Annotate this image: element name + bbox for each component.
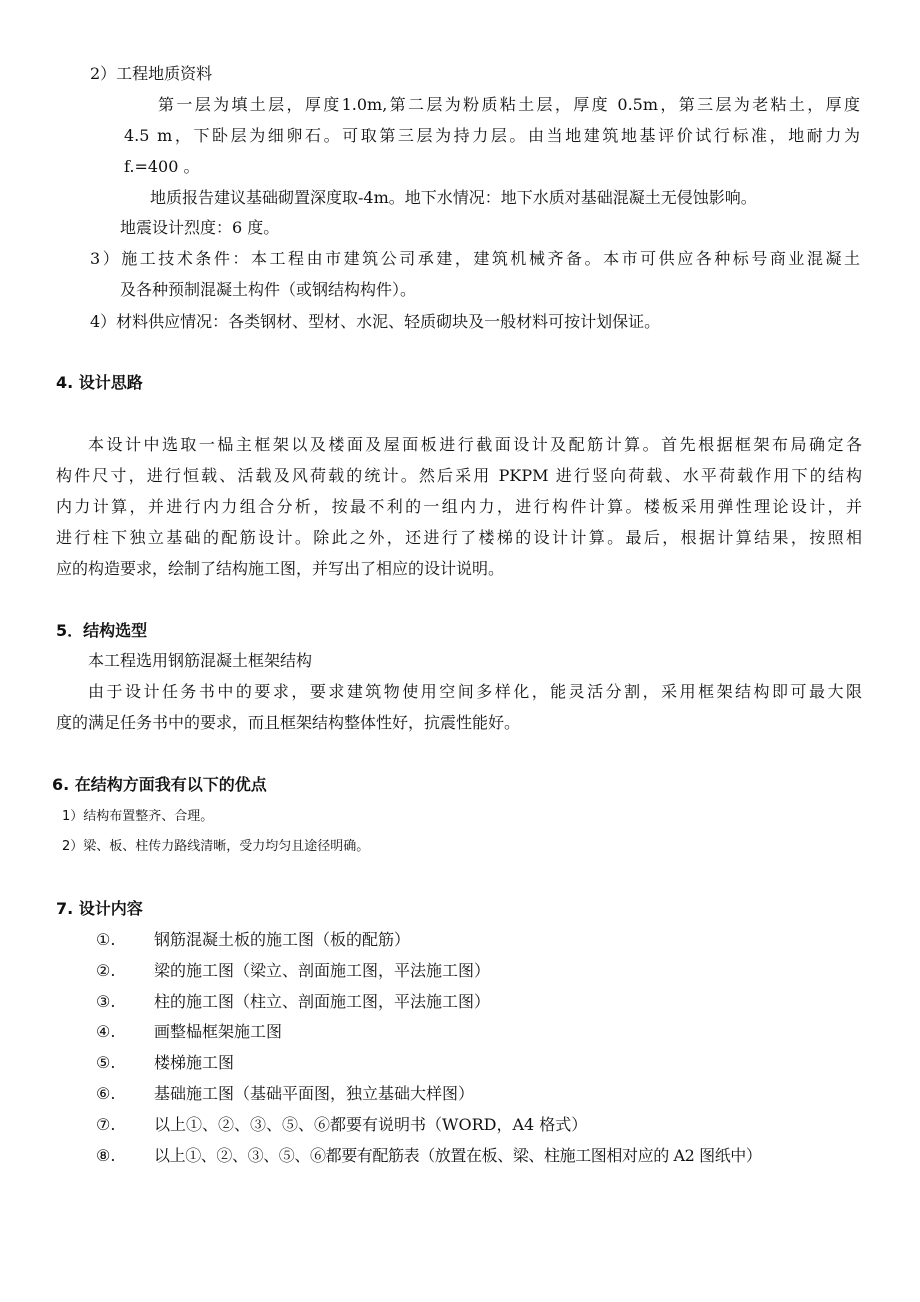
list-item-number: ⑦. [96, 1115, 116, 1134]
list-item-number: ③. [96, 992, 116, 1011]
list-item-number: ⑤. [96, 1053, 116, 1072]
list-item-number: ①. [96, 930, 116, 949]
section4-line-3: 内力计算，并进行内力组合分析，按最不利的一组内力，进行构件计算。楼板采用弹性理论设计，并 [56, 497, 862, 516]
section4-heading: 4. 设计思路 [56, 373, 143, 392]
section5-line-3: 度的满足任务书中的要求，而且框架结构整体性好，抗震性能好。 [56, 713, 521, 732]
seismic-line: 地震设计烈度：6 度。 [120, 218, 280, 237]
geology-heading: 2）工程地质资料 [90, 64, 213, 83]
section5-line-2: 由于设计任务书中的要求，要求建筑物使用空间多样化，能灵活分割，采用框架结构即可最大限 [88, 682, 862, 701]
list-item-text: 以上①、②、③、⑤、⑥都要有配筋表（放置在板、梁、柱施工图相对应的 A2 图纸中） [154, 1146, 762, 1165]
construction-line-1: 3）施工技术条件：本工程由市建筑公司承建，建筑机械齐备。本市可供应各种标号商业混凝土 [90, 249, 860, 268]
list-item-text: 梁的施工图（梁立、剖面施工图，平法施工图） [154, 961, 491, 980]
section6-item-1: 1）结构布置整齐、合理。 [62, 809, 214, 824]
geology-line-3: f.=400 。 [124, 157, 200, 176]
list-item-number: ②. [96, 961, 116, 980]
list-item-text: 基础施工图（基础平面图，独立基础大样图） [154, 1084, 475, 1103]
section6-heading: 6. 在结构方面我有以下的优点 [52, 775, 267, 794]
section6-item-2: 2）梁、板、柱传力路线清晰，受力均匀且途径明确。 [62, 839, 370, 854]
geology-line-2: 4.5 m，下卧层为细卵石。可取第三层为持力层。由当地建筑地基评价试行标准，地耐力为 [124, 126, 860, 145]
list-item-number: ⑥. [96, 1084, 116, 1103]
list-item-number: ④. [96, 1022, 116, 1041]
list-item-text: 以上①、②、③、⑤、⑥都要有说明书（WORD，A4 格式） [154, 1115, 588, 1134]
section4-line-1: 本设计中选取一榀主框架以及楼面及屋面板进行截面设计及配筋计算。首先根据框架布局确定各 [88, 435, 862, 454]
geology-line-1: 第一层为填土层，厚度1.0m,第二层为粉质粘土层，厚度 0.5m，第三层为老粘土，厚度 [158, 95, 860, 114]
list-item-number: ⑧. [96, 1146, 116, 1165]
section4-line-5: 应的构造要求，绘制了结构施工图，并写出了相应的设计说明。 [56, 559, 505, 578]
section5-heading: 5．结构选型 [56, 621, 148, 640]
section7-heading: 7. 设计内容 [56, 899, 143, 918]
list-item-text: 画整榀框架施工图 [154, 1022, 283, 1041]
section4-line-2: 构件尺寸，进行恒载、活载及风荷载的统计。然后采用 PKPM 进行竖向荷载、水平荷载作用下的结构 [56, 466, 862, 485]
material-line: 4）材料供应情况：各类钢材、型材、水泥、轻质砌块及一般材料可按计划保证。 [90, 312, 661, 331]
section4-line-4: 进行柱下独立基础的配筋设计。除此之外，还进行了楼梯的设计计算。最后，根据计算结果，按照相 [56, 528, 862, 547]
list-item-text: 柱的施工图（柱立、剖面施工图，平法施工图） [154, 992, 491, 1011]
construction-line-2: 及各种预制混凝土构件（或钢结构构件）。 [120, 280, 417, 299]
list-item-text: 钢筋混凝土板的施工图（板的配筋） [154, 930, 411, 949]
list-item-text: 楼梯施工图 [154, 1053, 235, 1072]
section5-line-1: 本工程选用钢筋混凝土框架结构 [88, 651, 313, 670]
geology-report-line: 地质报告建议基础砌置深度取-4m。地下水情况：地下水质对基础混凝土无侵蚀影响。 [150, 188, 757, 207]
